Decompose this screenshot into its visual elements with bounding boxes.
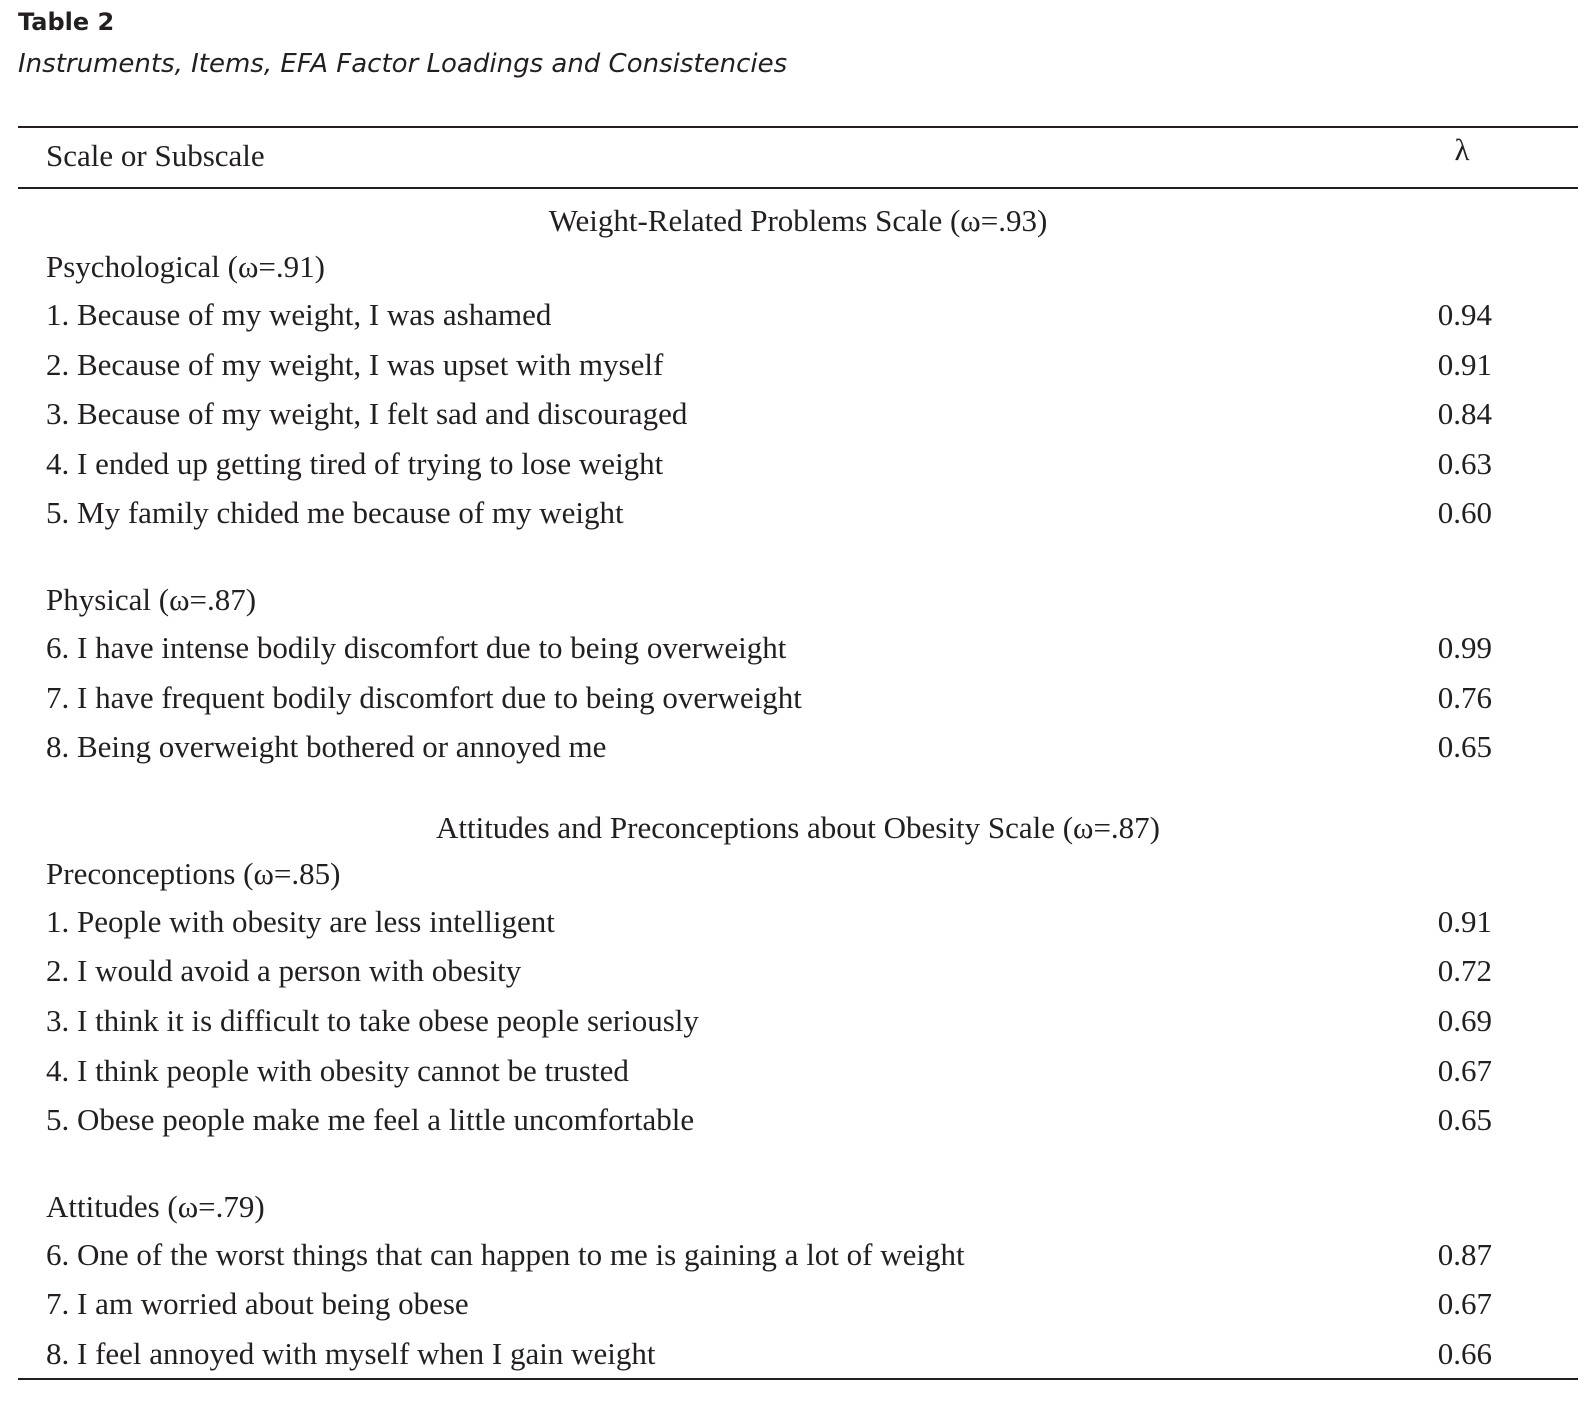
table-row bbox=[18, 389, 1578, 439]
item-loading: 0.99 bbox=[1437, 629, 1492, 665]
subscale-row bbox=[18, 243, 1578, 290]
item-loading: 0.67 bbox=[1437, 1286, 1492, 1322]
table-row bbox=[18, 340, 1578, 390]
table-row bbox=[18, 1279, 1578, 1329]
item-loading: 0.76 bbox=[1437, 679, 1492, 715]
table-row bbox=[18, 722, 1578, 772]
scale-title-row bbox=[18, 805, 1578, 850]
item-label: 5. My family chided me because of my weight bbox=[46, 495, 624, 531]
header-lambda-label: λ bbox=[1454, 132, 1470, 167]
subscale-row bbox=[18, 1183, 1578, 1230]
item-label: 5. Obese people make me feel a little uncomfortable bbox=[46, 1102, 695, 1138]
subscale-title: Preconceptions (ω=.85) bbox=[46, 855, 341, 891]
item-label: 1. Because of my weight, I was ashamed bbox=[46, 297, 552, 332]
scale-title: Weight-Related Problems Scale (ω=.93) bbox=[548, 203, 1048, 238]
table-row bbox=[18, 897, 1578, 947]
table-row bbox=[18, 946, 1578, 996]
item-label: 4. I ended up getting tired of trying to lose weight bbox=[46, 445, 664, 481]
item-label: 6. I have intense bodily discomfort due to being overweight bbox=[46, 629, 787, 665]
item-label: 1. People with obesity are less intelligent bbox=[46, 903, 555, 939]
item-label: 7. I have frequent bodily discomfort due to being overweight bbox=[46, 679, 802, 715]
item-label: 8. I feel annoyed with myself when I gain weight bbox=[46, 1335, 656, 1371]
table-row bbox=[18, 623, 1578, 673]
table-row bbox=[18, 290, 1578, 340]
item-label: 8. Being overweight bothered or annoyed me bbox=[46, 729, 607, 765]
table-header bbox=[18, 128, 1578, 187]
item-label: 3. I think it is difficult to take obese people seriously bbox=[46, 1002, 699, 1038]
table-row bbox=[18, 1329, 1578, 1379]
table-row bbox=[18, 439, 1578, 489]
item-label: 2. Because of my weight, I was upset with myself bbox=[46, 346, 664, 382]
item-label: 2. I would avoid a person with obesity bbox=[46, 953, 522, 989]
row-spacer bbox=[18, 538, 1578, 576]
header-scale-label: Scale or Subscale bbox=[46, 138, 265, 173]
scale-title: Attitudes and Preconceptions about Obesity Scale (ω=.87) bbox=[435, 809, 1161, 845]
item-loading: 0.60 bbox=[1437, 495, 1492, 531]
table-caption bbox=[18, 0, 1578, 84]
table-bottom-rule bbox=[18, 1378, 1578, 1380]
table-title: Instruments, Items, EFA Factor Loadings and Consistencies bbox=[18, 49, 788, 79]
item-label: 7. I am worried about being obese bbox=[46, 1286, 469, 1322]
table-row bbox=[18, 488, 1578, 538]
table-body bbox=[18, 198, 1578, 1379]
row-spacer bbox=[18, 1145, 1578, 1183]
table-header-rule bbox=[18, 187, 1578, 189]
item-label: 4. I think people with obesity cannot be trusted bbox=[46, 1052, 629, 1088]
item-loading: 0.91 bbox=[1437, 346, 1492, 382]
item-loading: 0.94 bbox=[1437, 297, 1492, 332]
table-row bbox=[18, 1046, 1578, 1096]
table-row bbox=[18, 673, 1578, 723]
item-loading: 0.69 bbox=[1437, 1002, 1492, 1038]
item-loading: 0.87 bbox=[1437, 1236, 1492, 1272]
item-loading: 0.84 bbox=[1437, 396, 1492, 432]
item-loading: 0.65 bbox=[1437, 729, 1492, 765]
item-loading: 0.67 bbox=[1437, 1052, 1492, 1088]
item-label: 6. One of the worst things that can happen to me is gaining a lot of weight bbox=[46, 1236, 965, 1272]
subscale-title: Attitudes (ω=.79) bbox=[46, 1188, 265, 1224]
item-loading: 0.72 bbox=[1437, 953, 1492, 989]
subscale-title: Psychological (ω=.91) bbox=[46, 249, 325, 284]
subscale-row bbox=[18, 850, 1578, 897]
table-row bbox=[18, 1230, 1578, 1280]
subscale-title: Physical (ω=.87) bbox=[46, 581, 257, 617]
subscale-row bbox=[18, 576, 1578, 623]
table-row bbox=[18, 996, 1578, 1046]
item-loading: 0.63 bbox=[1437, 445, 1492, 481]
table-number: Table 2 bbox=[18, 8, 115, 36]
item-label: 3. Because of my weight, I felt sad and discouraged bbox=[46, 396, 688, 432]
scale-title-row bbox=[18, 198, 1578, 243]
table-row bbox=[18, 1095, 1578, 1145]
item-loading: 0.66 bbox=[1437, 1335, 1492, 1371]
row-spacer bbox=[18, 772, 1578, 805]
item-loading: 0.91 bbox=[1437, 903, 1492, 939]
item-loading: 0.65 bbox=[1437, 1102, 1492, 1138]
